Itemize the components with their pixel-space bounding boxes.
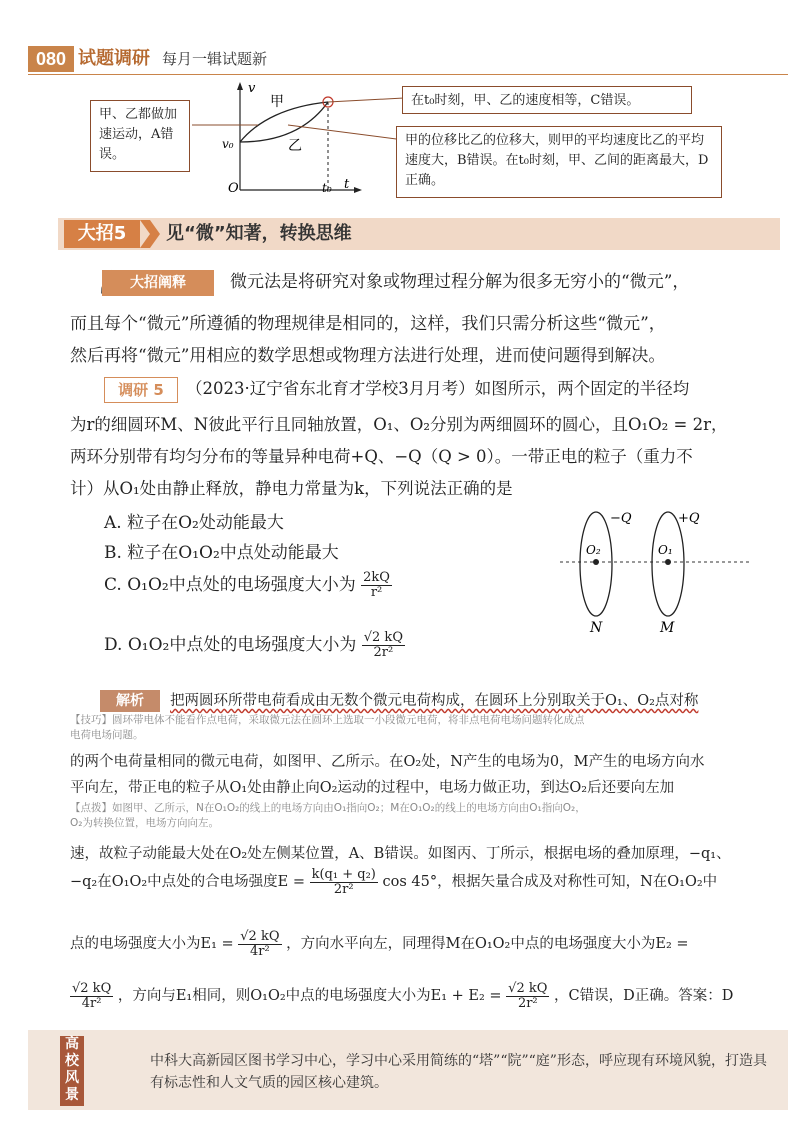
option-c-text: C. O₁O₂中点处的电场强度大小为 (104, 575, 356, 595)
solution-badge: 解析 (100, 690, 160, 712)
section-tag: 试题调研 (78, 48, 150, 69)
question-line-3: 两环分别带有均匀分布的等量异种电荷+Q、−Q（Q > 0）。一带正电的粒子（重力不 (70, 447, 693, 466)
explain-line-2: 而且每个“微元”所遵循的物理规律是相同的，这样，我们只需分析这些“微元”， (70, 314, 666, 334)
label-ring-m: M (660, 620, 675, 636)
question-line-1: （2023·辽宁省东北育才学校3月月考）如图所示，两个固定的半径均 (186, 379, 690, 398)
e1-fraction: $\frac{√2 kQ}{\text{4r²}}$ (240, 929, 280, 959)
solution-note-3: 【点拨】如图甲、乙所示，N在O₁O₂的线上的电场方向由O₁指向O₂；M在O₁O₂的线上的电场方向由O₁指向O₂， (70, 802, 586, 814)
section-chevron-icon (140, 220, 160, 248)
label-pos-q: +Q (678, 511, 700, 526)
page-number: 080 (28, 46, 74, 72)
note-right-top: 在t₀时刻，甲、乙的速度相等，C错误。 (402, 86, 692, 114)
v-axis-arrow (237, 82, 243, 90)
solution-note-2: 电荷电场问题。 (70, 729, 144, 741)
option-c[interactable] (104, 570, 392, 600)
option-c-fraction: $\frac{2kQ}{\text{r²}}$ (363, 570, 390, 600)
label-o2: O₂ (586, 543, 601, 557)
center-o1 (665, 559, 671, 565)
origin-label: O (228, 181, 239, 196)
note-right-bottom: 甲的位移比乙的位移大，则甲的平均速度比乙的平均速度大，B错误。在t₀时刻，甲、乙间的距离最大，D正确。 (396, 126, 722, 198)
arrow-right-top (328, 98, 404, 102)
footer-text: 中科大高新园区图书学习中心，学习中心采用简练的“塔”“院”“庭”形态，呼应现有环境风貌，打造具有标志性和人文气质的园区核心建筑。 (150, 1053, 767, 1091)
curve-jia (240, 102, 328, 142)
solution-line-3: 平向左，带正电的粒子从O₁处由静止向O₂运动的过程中，电场力做正功，到达O₂后还要向左加 (70, 780, 675, 796)
arrow-right-bottom (288, 125, 404, 140)
explain-line-3: 然后再将“微元”用相应的数学思想或物理方法进行处理，进而使问题得到解决。 (70, 346, 666, 366)
jia-label: 甲 (270, 94, 284, 110)
note-left: 甲、乙都做加速运动，A错误。 (90, 100, 190, 172)
section-label: 大招5 (64, 220, 140, 248)
question-line-2: 为r的细圆环M、N彼此平行且同轴放置，O₁、O₂分别为两细圆环的圆心，且O₁O₂ = 2r， (70, 415, 728, 434)
v0-label: v₀ (222, 137, 234, 151)
section-title: 见“微”知著，转换思维 (166, 223, 352, 244)
axis-v-label: v (248, 81, 256, 96)
series-name: 每月一辑试题新 (162, 50, 268, 68)
rings-figure (556, 502, 756, 642)
e2-fraction: $\frac{√2 kQ}{\text{4r²}}$ (72, 981, 112, 1011)
explain-line-1: 微元法是将研究对象或物理过程分解为很多无穷小的“微元”， (230, 272, 690, 292)
curve-yi (240, 102, 328, 142)
solution-note-1: 【技巧】圆环带电体不能看作点电荷，采取微元法在圆环上选取一小段微元电荷，将非点电荷电场问题转化成点 (70, 714, 585, 726)
option-d-fraction: $\frac{√2 kQ}{\text{2r²}}$ (363, 630, 403, 660)
field-sum-fraction: $\frac{\text{k(q₁ + q₂)}}{\text{2r²}}$ (311, 867, 376, 897)
t-axis-arrow (354, 187, 362, 193)
option-a[interactable]: A. 粒子在O₂处动能最大 (104, 513, 284, 533)
solution-line-4: 速，故粒子动能最大处在O₂处左侧某位置，A、B错误。如图丙、丁所示，根据电场的叠加原理，−q₁、 (70, 846, 731, 862)
header-divider (28, 74, 788, 75)
label-neg-q: −Q (610, 511, 632, 526)
footer-vertical-label: 高校风景 (60, 1036, 84, 1106)
question-badge: 调研 5 (104, 377, 178, 403)
center-o2 (593, 559, 599, 565)
question-line-4: 计）从O₁处由静止释放，静电力常量为k，下列说法正确的是 (70, 479, 513, 498)
solution-note-4: O₂为转换位置，电场方向向左。 (70, 817, 219, 829)
solution-line-6: 点的电场强度大小为E₁ = $\frac{√2 kQ}{\text{4r²}}$ ，方向水平向左，同理得M在O₁O₂中点的电场强度大小为E₂ = (70, 929, 689, 959)
axis-t-label: t (344, 177, 350, 192)
label-o1: O₁ (658, 543, 673, 557)
e-total-fraction: $\frac{√2 kQ}{\text{2r²}}$ (508, 981, 548, 1011)
explain-badge: 大招阐释 (102, 270, 214, 296)
t0-label: t₀ (322, 181, 332, 195)
vt-graph (188, 80, 408, 200)
solution-line-7: $\frac{√2 kQ}{\text{4r²}}$ ，方向与E₁相同，则O₁O₂中点的电场强度大小为E₁ + E₂ = $\frac{√2 kQ}{\text{2r²}}$ ，C错误，D正确。答案：D (72, 981, 734, 1011)
yi-label: 乙 (288, 138, 302, 154)
solution-line-2: 的两个电荷量相同的微元电荷，如图甲、乙所示。在O₂处，N产生的电场为0，M产生的电场方向水 (70, 754, 705, 770)
option-d-text: D. O₁O₂中点处的电场强度大小为 (104, 635, 357, 655)
solution-line-5: −q₂在O₁O₂中点处的合电场强度E = $\frac{\text{k(q₁ + q₂)}}{\text{2r²}}$ cos 45°，根据矢量合成及对称性可知，N在O₁O₂中 (70, 867, 718, 897)
label-ring-n: N (590, 620, 603, 636)
option-d[interactable] (104, 630, 405, 660)
solution-line-1: 把两圆环所带电荷看成由无数个微元电荷构成，在圆环上分别取关于O₁、O₂点对称 (170, 693, 699, 709)
option-b[interactable]: B. 粒子在O₁O₂中点处动能最大 (104, 543, 339, 563)
